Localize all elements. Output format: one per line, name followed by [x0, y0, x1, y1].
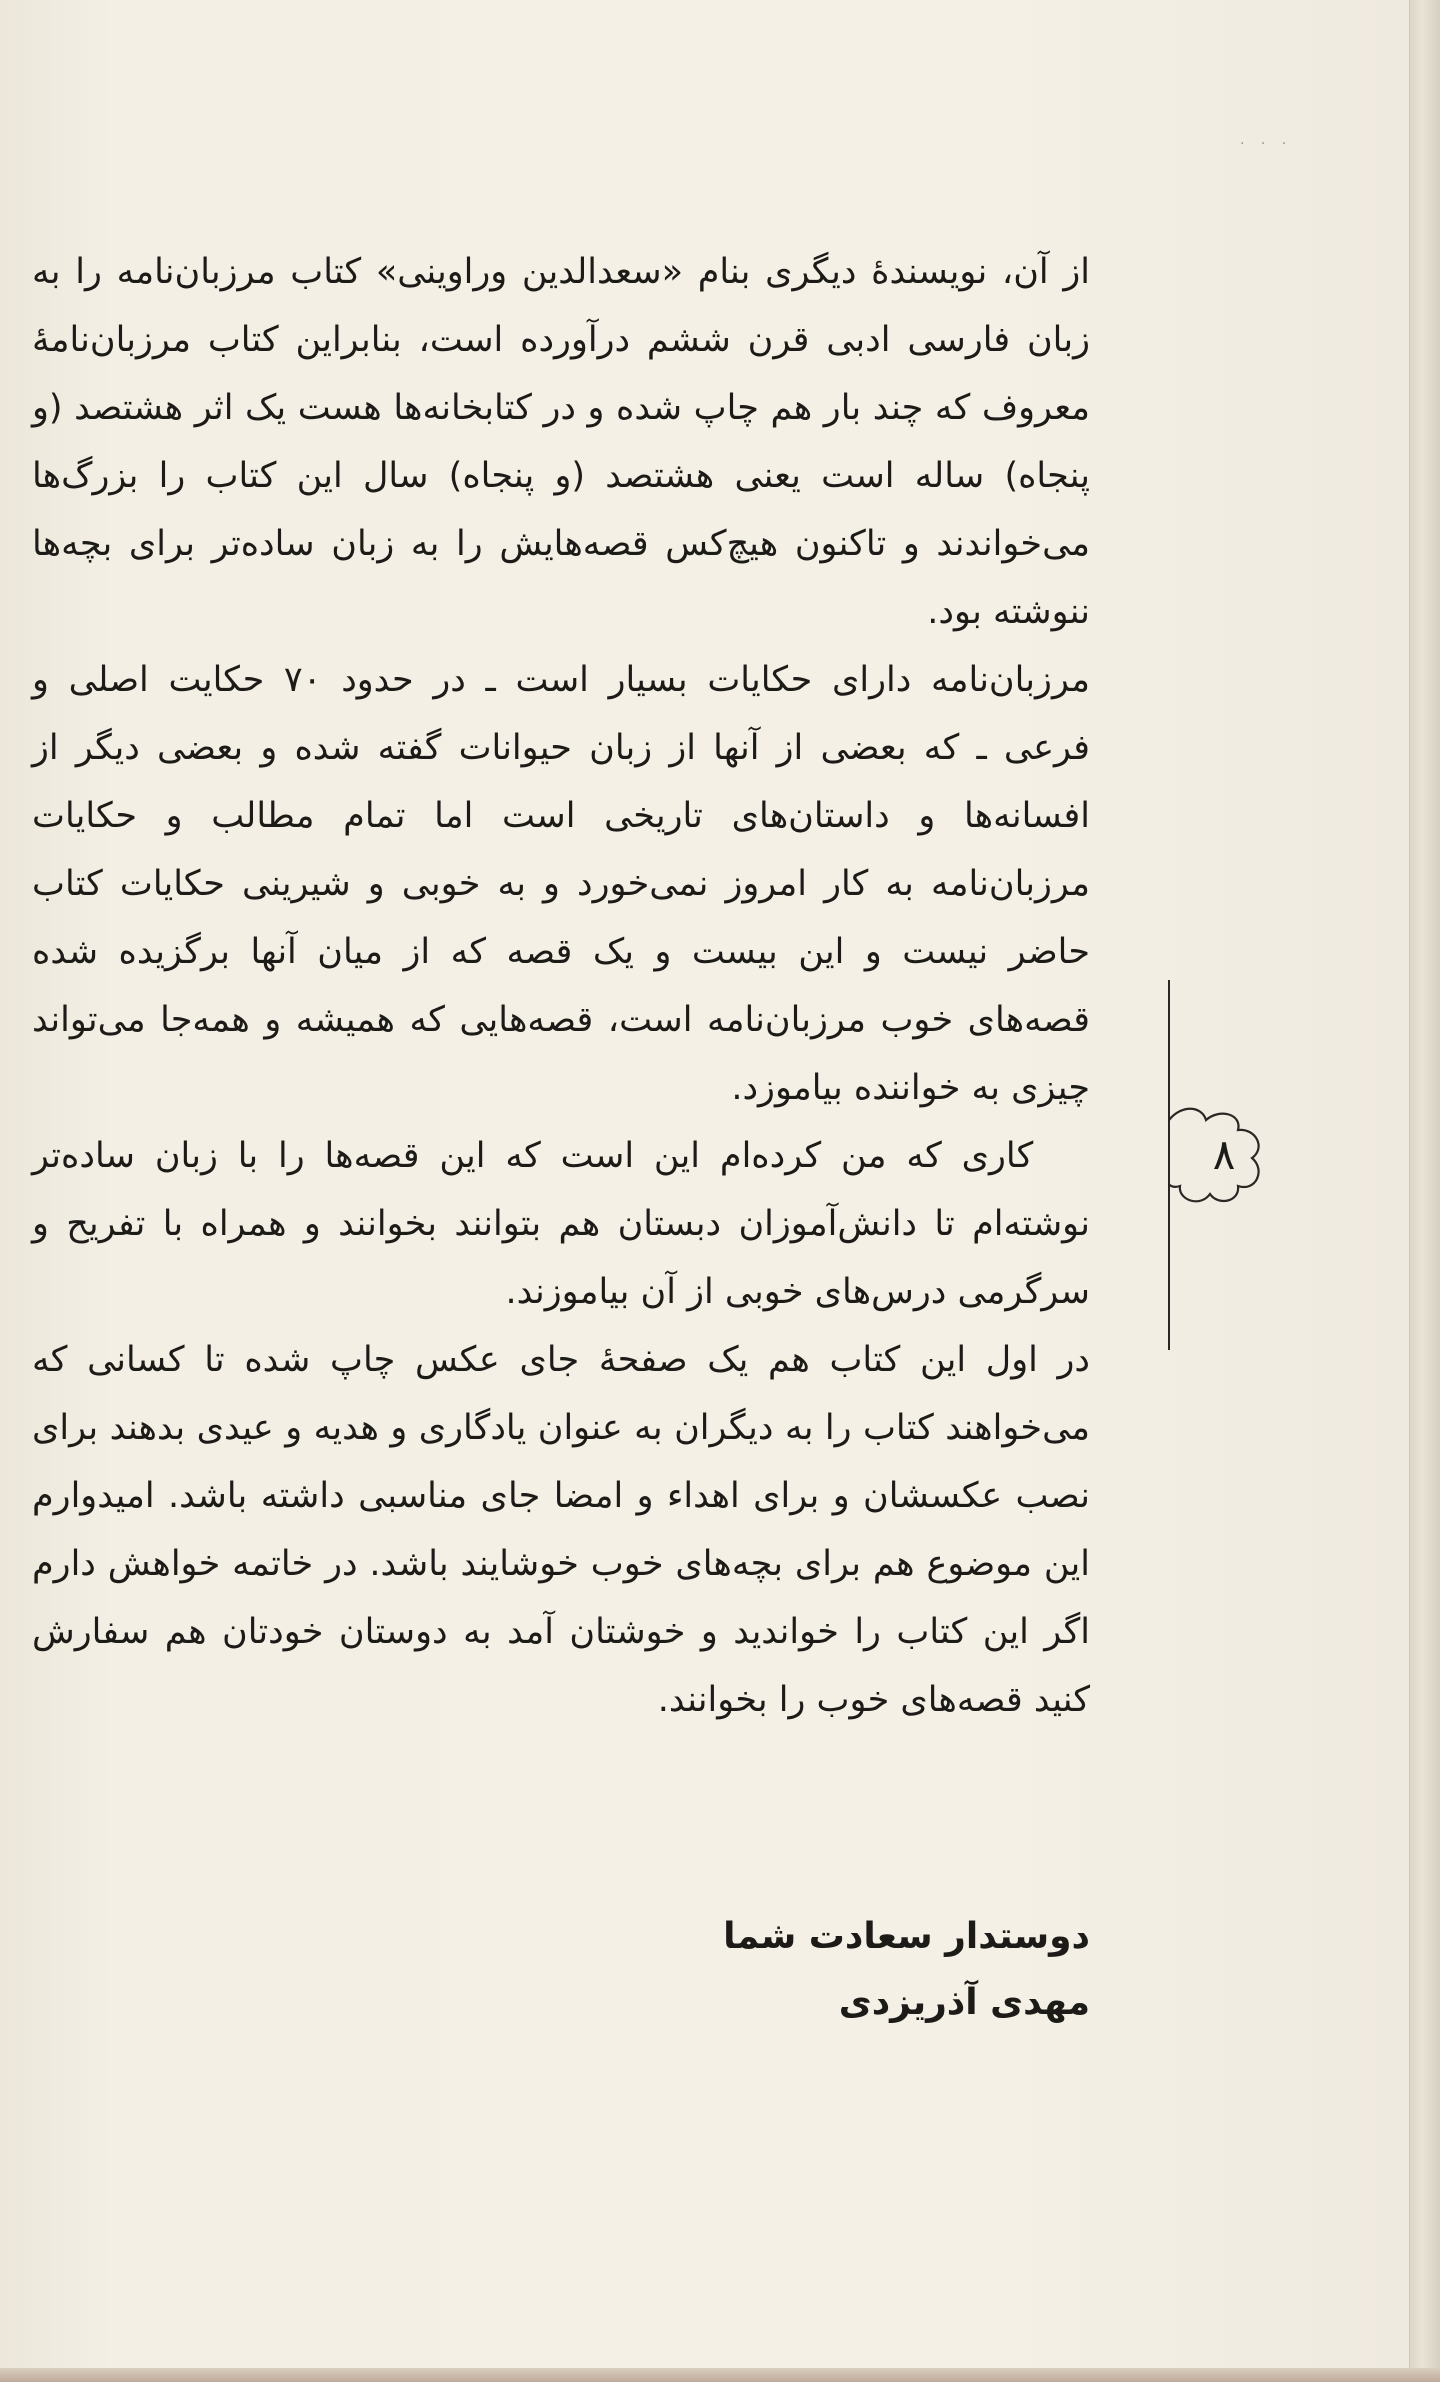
signature-closing: دوستدار سعادت شما: [723, 1916, 1090, 1957]
signature-author: مهدی آذریزدی: [838, 1982, 1090, 2023]
text-line: را به زبان فارسی ادبی قرن ششم درآورده است، بنابراین کتاب: [32, 252, 1090, 360]
text-line: اصلی و فرعی ـ که بعضی از آنها از زبان حیوانات گفته شده و بعضی: [32, 660, 1090, 768]
text-line: همیشه و همه‌جا می‌تواند چیزی به خواننده بیاموزد.: [32, 1000, 1090, 1108]
text-line: باشد. امیدوارم این موضوع هم برای بچه‌های خوب خوشایند باشد.: [32, 1476, 1090, 1584]
text-line: سال این کتاب را بزرگ‌ها می‌خواندند و تاکنون هیچ‌کس قصه‌هایش: [32, 456, 1090, 564]
text-line: در خاتمه خواهش دارم اگر این کتاب را خواندید و خوشتان آمد به: [32, 1544, 1090, 1652]
text-line: مرزبان‌نامه دارای حکایات بسیار است ـ در حدود ۷۰ حکایت: [148, 660, 1090, 700]
body-text: [32, 238, 1090, 1734]
paragraph-2: [32, 646, 1090, 1122]
page-right-edge: [1409, 0, 1440, 2382]
page-bottom-edge: [0, 2368, 1440, 2382]
text-line: کاری که من کرده‌ام این است که این قصه‌ها را با زبان ساده‌تر: [32, 1136, 1034, 1176]
paragraph-4: [32, 1326, 1090, 1734]
text-line: در اول این کتاب هم یک صفحۀ جای عکس چاپ شده تا کسانی: [67, 1340, 1090, 1380]
text-line: بدهند برای نصب عکسشان و برای اهداء و امضا جای مناسبی داشته: [32, 1408, 1090, 1516]
text-line: تفریح و سرگرمی درس‌های خوبی از آن بیاموزند.: [32, 1204, 1090, 1312]
text-line: را به زبان ساده‌تر برای بچه‌ها ننوشته بود.: [32, 524, 1090, 632]
text-line: نوشته‌ام تا دانش‌آموزان دبستان هم بتوانند بخوانند و همراه با: [145, 1204, 1090, 1244]
text-line: مرزبان‌نامۀ معروف که چند بار هم چاپ شده و در کتابخانه‌ها: [32, 320, 1090, 428]
text-line: حکایات کتاب حاضر نیست و این بیست و یک قصه که از میان: [32, 864, 1090, 972]
page-number: ۸: [1212, 1130, 1236, 1179]
signature-block: [490, 1904, 1090, 2036]
text-line: که می‌خواهند کتاب را به دیگران به عنوان یادگاری و هدیه و عیدی: [32, 1340, 1090, 1448]
paragraph-3: [32, 1122, 1090, 1326]
paragraph-1: [32, 238, 1090, 646]
text-line: دیگر از افسانه‌ها و داستان‌های تاریخی است اما تمام مطالب و: [32, 728, 1090, 836]
text-line: آنها برگزیده شده قصه‌های خوب مرزبان‌نامه است، قصه‌هایی که: [32, 932, 1090, 1040]
text-line: دوستان خودتان هم سفارش کنید قصه‌های خوب را بخوانند.: [32, 1612, 1090, 1720]
page-number-marker: [1168, 980, 1288, 1350]
text-line: حکایات مرزبان‌نامه به کار امروز نمی‌خورد و به خوبی و شیرینی: [32, 796, 1090, 904]
text-line: هست یک اثر هشتصد (و پنجاه) ساله است یعنی هشتصد (و پنجاه): [32, 388, 1090, 496]
text-line: از آن، نویسندۀ دیگری بنام «سعدالدین وراوینی» کتاب مرزبان‌نامه: [101, 252, 1090, 292]
page-speck: · · ·: [1240, 136, 1293, 152]
